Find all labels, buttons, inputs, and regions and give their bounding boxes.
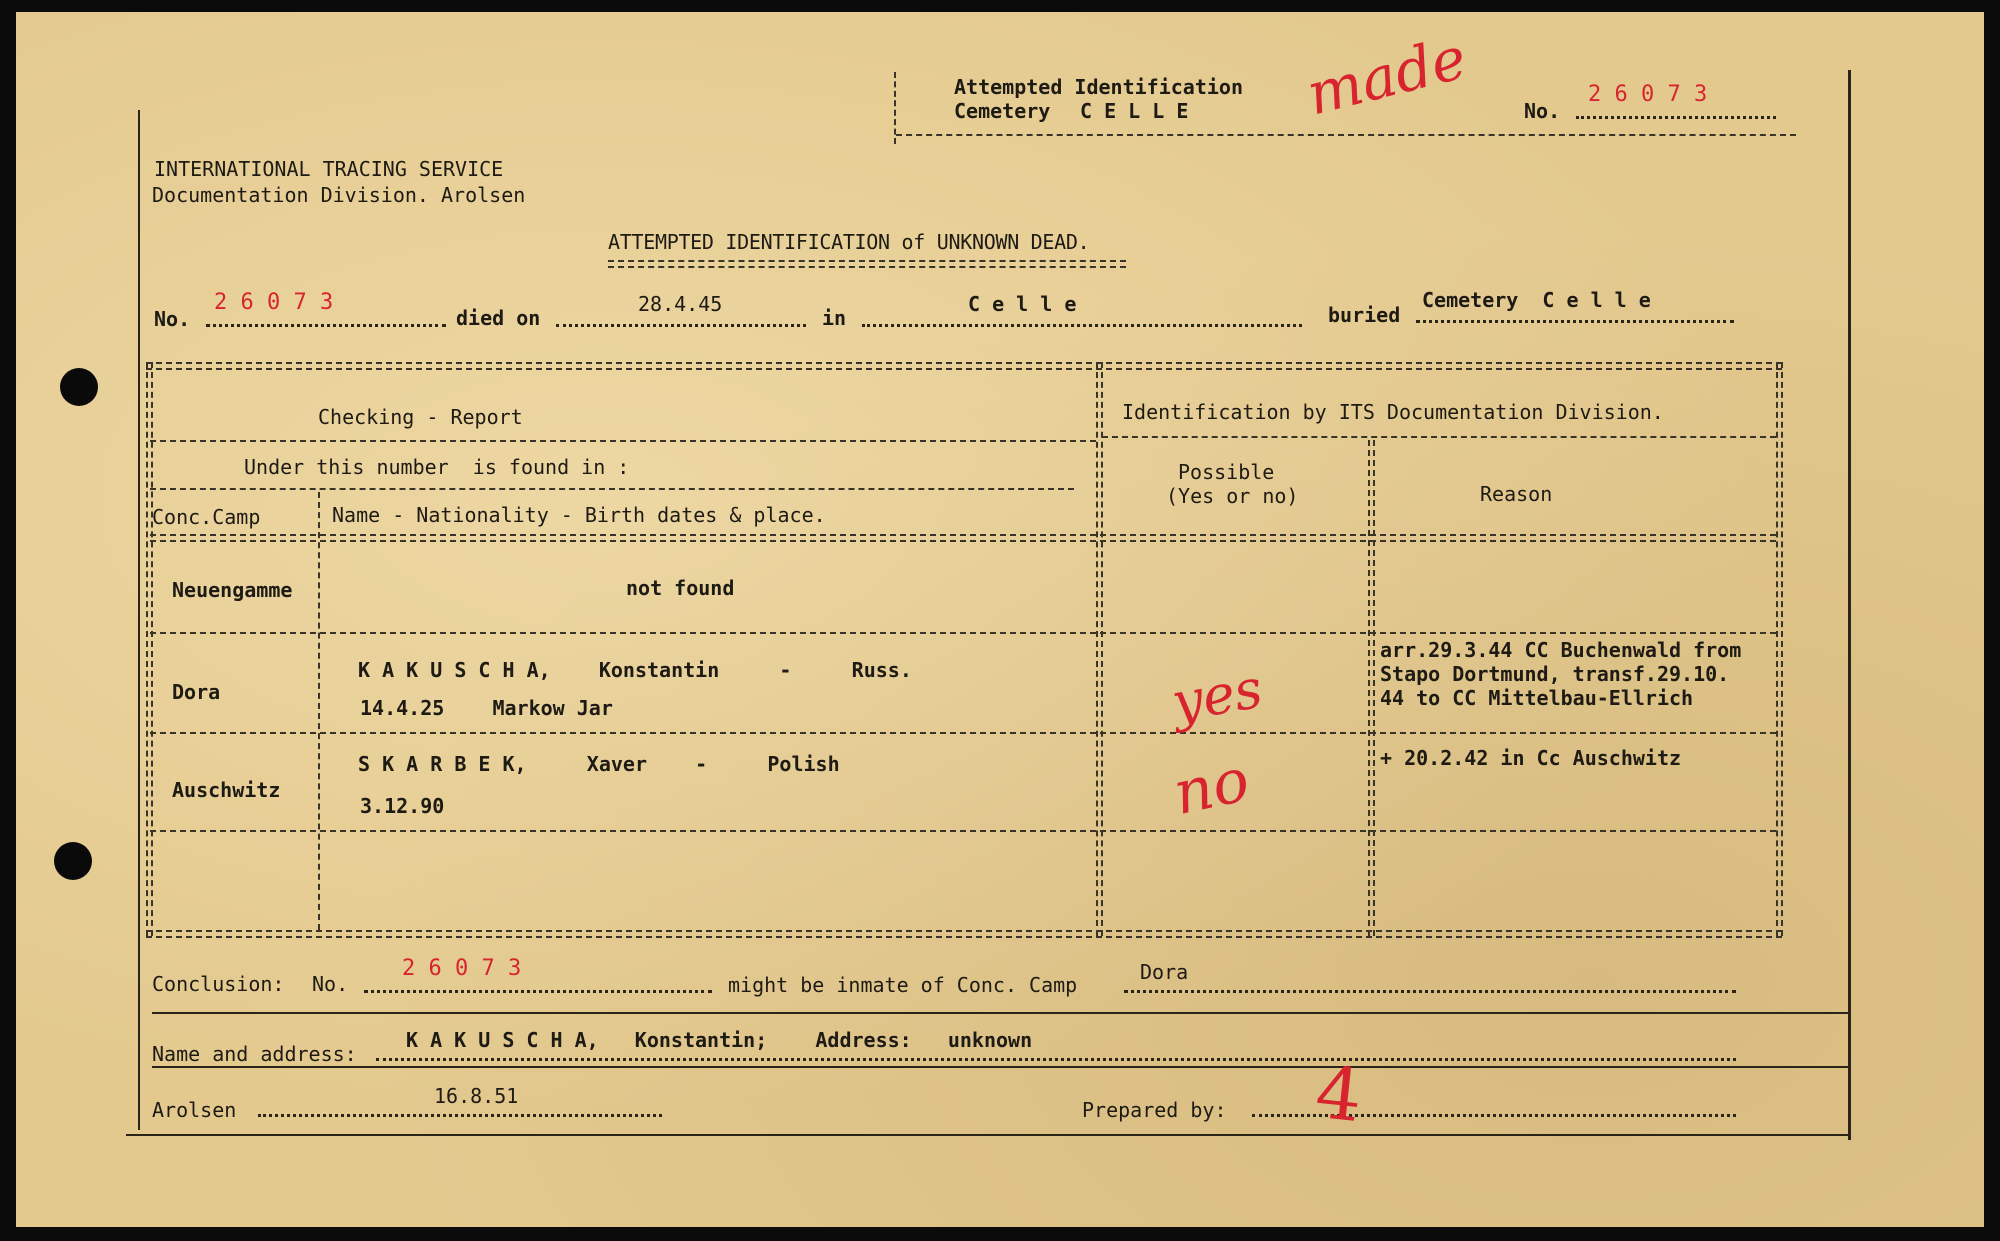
died-value: 28.4.45 — [638, 292, 723, 316]
left-border — [138, 110, 140, 1130]
table-mid-divider — [1096, 362, 1103, 936]
checking-report-header: Checking - Report — [318, 405, 523, 429]
name-address-dots — [376, 1058, 1736, 1061]
record-no-label: No. — [154, 307, 191, 331]
row2-possible-yes: yes — [1167, 656, 1267, 735]
col-possible-header-1: Possible — [1178, 460, 1275, 484]
row1-rule — [150, 632, 1776, 634]
punch-hole-bottom — [54, 842, 92, 880]
conclusion-no-label: No. — [312, 972, 349, 996]
buried-value: Cemetery C e l l e — [1422, 288, 1651, 312]
possible-reason-divider — [1368, 440, 1375, 936]
header-cemetery-value: C E L L E — [1080, 99, 1189, 123]
left-header-rule — [150, 440, 1096, 442]
conclusion-no-value: 2 6 0 7 3 — [402, 956, 522, 981]
punch-hole-top — [60, 368, 98, 406]
header-no-label: No. — [1524, 99, 1561, 123]
footer-place: Arolsen — [152, 1098, 237, 1122]
table-right-border — [1776, 362, 1783, 936]
col-name-header: Name - Nationality - Birth dates & place. — [332, 503, 826, 527]
name-address-rule — [152, 1066, 1848, 1068]
footer-date-dots — [258, 1114, 662, 1117]
camp-name-divider — [318, 492, 320, 930]
title-underline — [608, 260, 1126, 268]
row2-name-line2: 14.4.25 Markow Jar — [360, 696, 613, 720]
header-box-bottom — [896, 134, 1796, 136]
row3-reason-line1: + 20.2.42 in Cc Auschwitz — [1380, 746, 1682, 770]
record-no-value: 2 6 0 7 3 — [214, 290, 334, 315]
right-header-rule — [1102, 436, 1776, 438]
conclusion-label: Conclusion: — [152, 972, 285, 996]
name-address-value: K A K U S C H A, Konstantin; Address: unknown — [406, 1028, 1033, 1052]
col-camp-header: Conc.Camp — [152, 505, 261, 529]
buried-dots — [1416, 320, 1734, 323]
in-value: C e l l e — [968, 292, 1077, 316]
header-no-dots — [1576, 116, 1776, 119]
found-in-rule — [150, 488, 1074, 490]
header-cemetery-label: Cemetery — [954, 99, 1051, 123]
row1-camp: Neuengamme — [172, 578, 293, 602]
conclusion-camp-value: Dora — [1140, 960, 1189, 984]
row2-reason-line2: Stapo Dortmund, transf.29.10. — [1380, 662, 1730, 686]
buried-label: buried — [1328, 303, 1401, 327]
table-top-border — [146, 362, 1782, 370]
header-line1: Attempted Identification — [954, 75, 1243, 99]
table-bottom-border — [146, 930, 1782, 938]
name-address-label: Name and address: — [152, 1042, 357, 1066]
conclusion-no-dots — [364, 990, 712, 993]
right-border — [1848, 70, 1851, 1140]
header-no-value: 2 6 0 7 3 — [1588, 82, 1708, 107]
table-left-border — [146, 362, 153, 936]
form-title: ATTEMPTED IDENTIFICATION of UNKNOWN DEAD. — [608, 230, 1090, 254]
org-line1: INTERNATIONAL TRACING SERVICE — [154, 157, 504, 181]
in-dots — [862, 324, 1302, 327]
conclusion-rule — [152, 1012, 1848, 1014]
footer-date: 16.8.51 — [434, 1084, 519, 1108]
in-label: in — [822, 306, 847, 330]
row3-name-line2: 3.12.90 — [360, 794, 445, 818]
identification-card — [16, 12, 1984, 1227]
row2-reason-line3: 44 to CC Mittelbau-Ellrich — [1380, 686, 1694, 710]
died-dots — [556, 324, 806, 327]
row3-possible-no: no — [1167, 744, 1256, 830]
col-possible-header-2: (Yes or no) — [1166, 484, 1299, 508]
found-in-label: Under this number is found in : — [244, 455, 630, 479]
row2-camp: Dora — [172, 680, 221, 704]
row2-name-line1: K A K U S C H A, Konstantin - Russ. — [358, 658, 912, 682]
row3-camp: Auschwitz — [172, 778, 281, 802]
row2-rule — [150, 732, 1776, 734]
row1-name: not found — [626, 576, 735, 600]
row3-name-line1: S K A R B E K, Xaver - Polish — [358, 752, 840, 776]
row2-reason-line1: arr.29.3.44 CC Buchenwald from — [1380, 638, 1742, 662]
prepared-by-signature: 4 — [1311, 1049, 1367, 1139]
identification-header: Identification by ITS Documentation Division. — [1122, 400, 1664, 424]
died-label: died on — [456, 306, 541, 330]
handwritten-made: made — [1300, 23, 1473, 129]
conclusion-middle: might be inmate of Conc. Camp — [728, 973, 1078, 997]
row3-rule — [150, 830, 1776, 832]
conclusion-camp-dots — [1124, 990, 1736, 993]
record-no-dots — [206, 324, 446, 327]
org-line2: Documentation Division. Arolsen — [152, 183, 526, 207]
column-header-rule — [150, 534, 1776, 542]
col-reason-header: Reason — [1480, 482, 1553, 506]
prepared-by-label: Prepared by: — [1082, 1098, 1227, 1122]
bottom-border — [126, 1134, 1850, 1136]
